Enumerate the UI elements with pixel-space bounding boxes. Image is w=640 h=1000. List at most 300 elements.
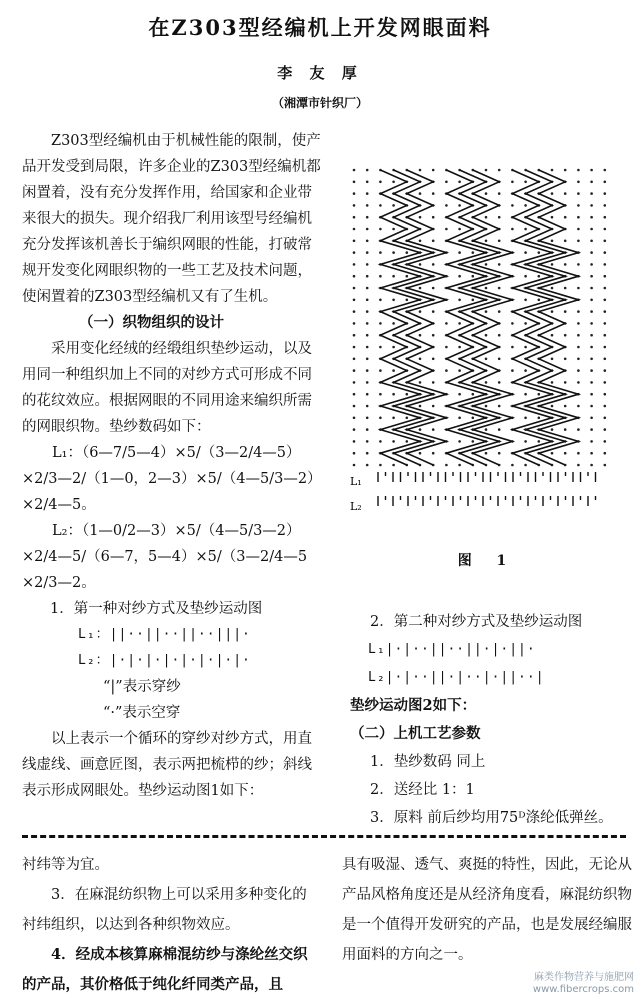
point-paper-dot: [577, 181, 580, 184]
point-paper-dot: [432, 381, 435, 384]
point-paper-dot: [353, 192, 356, 195]
point-paper-dot: [564, 334, 567, 337]
point-paper-dot: [379, 440, 382, 443]
point-paper-dot: [353, 334, 356, 337]
point-paper-dot: [406, 275, 409, 278]
point-paper-dot: [458, 181, 461, 184]
point-paper-dot: [590, 216, 593, 219]
point-paper-dot: [564, 263, 567, 266]
point-paper-dot: [604, 204, 607, 207]
author-affiliation: （湘潭市针织厂）: [271, 96, 368, 110]
list-item-3: 3．在麻混纺织物上可以采用多种变化的衬纬组织，以达到各种织物效应。: [22, 887, 307, 933]
point-paper-dot: [604, 334, 607, 337]
point-paper-dot: [379, 204, 382, 207]
point-paper-dot: [353, 369, 356, 372]
bottom-right-column: [342, 850, 632, 970]
point-paper-dot: [458, 275, 461, 278]
point-paper-dot: [604, 452, 607, 455]
point-paper-dot: [353, 228, 356, 231]
point-paper-dot: [392, 369, 395, 372]
point-paper-dot: [366, 263, 369, 266]
point-paper-dot: [366, 251, 369, 254]
figure2-intro: 垫纱运动图2如下：: [350, 697, 477, 714]
list-item-threading-2: 2．第二种对纱方式及垫纱运动图: [370, 614, 583, 630]
point-paper-dot: [498, 169, 501, 172]
point-paper-dot: [366, 322, 369, 325]
point-paper-dot: [379, 417, 382, 420]
point-paper-dot: [524, 346, 527, 349]
point-paper-dot: [353, 417, 356, 420]
lapping-diagram: [348, 150, 626, 530]
point-paper-dot: [590, 393, 593, 396]
figure-bar-label: L₁: [350, 475, 362, 488]
point-paper-dot: [577, 464, 580, 467]
point-paper-dot: [366, 369, 369, 372]
param-lapping-code: 1．垫纱数码 同上: [370, 754, 486, 770]
point-paper-dot: [432, 216, 435, 219]
point-paper-dot: [392, 299, 395, 302]
point-paper-dot: [524, 369, 527, 372]
point-paper-dot: [353, 263, 356, 266]
point-paper-dot: [498, 287, 501, 290]
point-paper-dot: [564, 358, 567, 361]
point-paper-dot: [604, 228, 607, 231]
point-paper-dot: [511, 369, 514, 372]
point-paper-dot: [445, 204, 448, 207]
point-paper-dot: [432, 263, 435, 266]
point-paper-dot: [485, 192, 488, 195]
point-paper-dot: [419, 310, 422, 313]
point-paper-dot: [590, 381, 593, 384]
point-paper-dot: [379, 346, 382, 349]
point-paper-dot: [538, 299, 541, 302]
point-paper-dot: [472, 440, 475, 443]
point-paper-dot: [485, 310, 488, 313]
point-paper-dot: [458, 417, 461, 420]
point-paper-dot: [590, 310, 593, 313]
point-paper-dot: [524, 275, 527, 278]
point-paper-dot: [577, 263, 580, 266]
point-paper-dot: [458, 204, 461, 207]
point-paper-dot: [564, 287, 567, 290]
point-paper-dot: [353, 405, 356, 408]
point-paper-dot: [511, 204, 514, 207]
point-paper-dot: [604, 169, 607, 172]
point-paper-dot: [353, 310, 356, 313]
point-paper-dot: [392, 393, 395, 396]
point-paper-dot: [392, 228, 395, 231]
point-paper-dot: [353, 381, 356, 384]
point-paper-dot: [419, 263, 422, 266]
point-paper-dot: [577, 346, 580, 349]
point-paper-dot: [604, 381, 607, 384]
point-paper-dot: [458, 228, 461, 231]
point-paper-dot: [551, 192, 554, 195]
point-paper-dot: [419, 287, 422, 290]
point-paper-dot: [392, 251, 395, 254]
point-paper-dot: [485, 428, 488, 431]
point-paper-dot: [366, 405, 369, 408]
point-paper-dot: [498, 381, 501, 384]
point-paper-dot: [366, 310, 369, 313]
point-paper-dot: [485, 452, 488, 455]
point-paper-dot: [564, 192, 567, 195]
left-column: [22, 128, 322, 804]
point-paper-dot: [419, 428, 422, 431]
point-paper-dot: [590, 204, 593, 207]
point-paper-dot: [379, 275, 382, 278]
point-paper-dot: [577, 192, 580, 195]
point-paper-dot: [590, 452, 593, 455]
threading-notation-l2: L₂：|·|·|·|·|·|·|·|·: [78, 653, 251, 668]
point-paper-dot: [498, 310, 501, 313]
point-paper-dot: [445, 181, 448, 184]
point-paper-dot: [432, 405, 435, 408]
point-paper-dot: [366, 381, 369, 384]
point-paper-dot: [590, 263, 593, 266]
point-paper-dot: [379, 464, 382, 467]
point-paper-dot: [590, 181, 593, 184]
point-paper-dot: [406, 417, 409, 420]
point-paper-dot: [419, 405, 422, 408]
point-paper-dot: [458, 369, 461, 372]
conclusion-paragraph: 具有吸湿、透气、爽挺的特性，因此，无论从产品风格角度还是从经济角度看，麻混纺织物是一个值得开发研究的产品，也是发展经编服用面料的方向之一。: [342, 857, 632, 963]
point-paper-dot: [498, 216, 501, 219]
point-paper-dot: [604, 440, 607, 443]
point-paper-dot: [538, 251, 541, 254]
point-paper-dot: [366, 275, 369, 278]
point-paper-dot: [366, 358, 369, 361]
point-paper-dot: [419, 192, 422, 195]
point-paper-dot: [432, 334, 435, 337]
point-paper-dot: [604, 417, 607, 420]
point-paper-dot: [406, 251, 409, 254]
point-paper-dot: [366, 417, 369, 420]
point-paper-dot: [564, 310, 567, 313]
point-paper-dot: [577, 240, 580, 243]
point-paper-dot: [406, 440, 409, 443]
point-paper-dot: [366, 192, 369, 195]
point-paper-dot: [564, 405, 567, 408]
point-paper-dot: [577, 287, 580, 290]
point-paper-dot: [604, 428, 607, 431]
formula-l1-line1: L₁：（6—7/5—4）×5/（3—2/4—5）: [52, 445, 301, 461]
point-paper-dot: [366, 287, 369, 290]
point-paper-dot: [604, 369, 607, 372]
point-paper-dot: [498, 334, 501, 337]
point-paper-dot: [419, 240, 422, 243]
point-paper-dot: [498, 428, 501, 431]
point-paper-dot: [353, 251, 356, 254]
point-paper-dot: [511, 181, 514, 184]
point-paper-dot: [590, 440, 593, 443]
figure-bar-label: L₂: [350, 500, 362, 513]
point-paper-dot: [353, 299, 356, 302]
point-paper-dot: [458, 346, 461, 349]
point-paper-dot: [485, 358, 488, 361]
point-paper-dot: [485, 334, 488, 337]
point-paper-dot: [392, 440, 395, 443]
point-paper-dot: [472, 251, 475, 254]
point-paper-dot: [551, 452, 554, 455]
point-paper-dot: [590, 287, 593, 290]
author-name: 李 友 厚: [277, 64, 363, 82]
point-paper-dot: [353, 322, 356, 325]
point-paper-dot: [524, 204, 527, 207]
point-paper-dot: [353, 440, 356, 443]
point-paper-dot: [406, 393, 409, 396]
watermark-line-1: 麻类作物营养与施肥网: [534, 972, 634, 983]
point-paper-dot: [445, 464, 448, 467]
point-paper-dot: [432, 287, 435, 290]
point-paper-dot: [366, 346, 369, 349]
point-paper-dot: [458, 299, 461, 302]
point-paper-dot: [577, 310, 580, 313]
point-paper-dot: [498, 263, 501, 266]
list-item-4: 4．经成本核算麻棉混纺纱与涤纶丝交织的产品，其价格低于纯化纤同类产品，且: [22, 946, 308, 993]
point-paper-dot: [392, 322, 395, 325]
point-paper-dot: [551, 169, 554, 172]
point-paper-dot: [498, 240, 501, 243]
point-paper-dot: [590, 417, 593, 420]
point-paper-dot: [353, 346, 356, 349]
point-paper-dot: [604, 181, 607, 184]
point-paper-dot: [472, 393, 475, 396]
point-paper-dot: [392, 181, 395, 184]
point-paper-dot: [590, 251, 593, 254]
point-paper-dot: [485, 381, 488, 384]
point-paper-dot: [366, 169, 369, 172]
point-paper-dot: [353, 275, 356, 278]
point-paper-dot: [458, 440, 461, 443]
point-paper-dot: [432, 169, 435, 172]
point-paper-dot: [445, 346, 448, 349]
point-paper-dot: [406, 299, 409, 302]
point-paper-dot: [353, 452, 356, 455]
point-paper-dot: [379, 322, 382, 325]
point-paper-dot: [366, 299, 369, 302]
point-paper-dot: [604, 263, 607, 266]
watermark-line-2: www.fibercrops.com: [532, 984, 634, 995]
threading-explanation-paragraph: 以上表示一个循环的穿纱对纱方式，用直线虚线、画意匠图，表示两把梳栉的纱；斜线表示形成网眼处。垫纱运动图1如下：: [22, 731, 312, 799]
point-paper-dot: [366, 228, 369, 231]
point-paper-dot: [564, 216, 567, 219]
formula-l1-line2: ×2/3—2/（1—0，2—3）×5/（4—5/3—2）: [22, 471, 322, 487]
point-paper-dot: [498, 405, 501, 408]
point-paper-dot: [524, 322, 527, 325]
point-paper-dot: [538, 440, 541, 443]
point-paper-dot: [590, 275, 593, 278]
point-paper-dot: [590, 169, 593, 172]
point-paper-dot: [366, 428, 369, 431]
point-paper-dot: [472, 299, 475, 302]
point-paper-dot: [485, 405, 488, 408]
param-let-off-ratio: 2．送经比 1：1: [370, 782, 475, 798]
point-paper-dot: [604, 251, 607, 254]
point-paper-dot: [445, 322, 448, 325]
point-paper-dot: [366, 393, 369, 396]
point-paper-dot: [392, 346, 395, 349]
point-paper-dot: [524, 417, 527, 420]
point-paper-dot: [419, 216, 422, 219]
point-paper-dot: [538, 417, 541, 420]
point-paper-dot: [551, 216, 554, 219]
point-paper-dot: [485, 169, 488, 172]
point-paper-dot: [419, 334, 422, 337]
point-paper-dot: [590, 346, 593, 349]
point-paper-dot: [366, 452, 369, 455]
point-paper-dot: [577, 369, 580, 372]
point-paper-dot: [577, 228, 580, 231]
point-paper-dot: [577, 428, 580, 431]
point-paper-dot: [524, 464, 527, 467]
point-paper-dot: [353, 181, 356, 184]
point-paper-dot: [604, 393, 607, 396]
point-paper-dot: [379, 369, 382, 372]
point-paper-dot: [551, 428, 554, 431]
point-paper-dot: [445, 228, 448, 231]
point-paper-dot: [353, 240, 356, 243]
point-paper-dot: [366, 204, 369, 207]
point-paper-dot: [485, 240, 488, 243]
point-paper-dot: [590, 228, 593, 231]
right-column: [350, 608, 626, 832]
point-paper-dot: [604, 405, 607, 408]
point-paper-dot: [577, 322, 580, 325]
point-paper-dot: [604, 358, 607, 361]
section-heading-fabric-design: （一）织物组织的设计: [79, 314, 224, 331]
bottom-left-column: [22, 850, 312, 1000]
point-paper-dot: [353, 393, 356, 396]
point-paper-dot: [590, 369, 593, 372]
point-paper-dot: [472, 417, 475, 420]
point-paper-dot: [445, 369, 448, 372]
point-paper-dot: [604, 310, 607, 313]
point-paper-dot: [577, 381, 580, 384]
point-paper-dot: [524, 251, 527, 254]
point-paper-dot: [551, 381, 554, 384]
section1-paragraph: 采用变化经绒的经缎组织垫纱运动，以及用同一种组织加上不同的对纱方式可形成不同的花纹效应。根据网眼的不同用途来编织所需的网眼织物。垫纱数码如下：: [22, 341, 312, 435]
point-paper-dot: [564, 452, 567, 455]
legend-empty: “·”表示空穿: [103, 705, 181, 721]
threading-notation-l1: L₁：||··||··||··|||·: [78, 627, 251, 642]
article-title: 在Z303型经编机上开发网眼面料: [148, 15, 492, 40]
point-paper-dot: [577, 169, 580, 172]
point-paper-dot: [485, 263, 488, 266]
point-paper-dot: [577, 216, 580, 219]
point-paper-dot: [590, 464, 593, 467]
threading2-notation-l2: L₂|·|··||·|··|·||··|: [368, 670, 545, 685]
lapping-diagram-figure: [348, 150, 626, 530]
point-paper-dot: [551, 287, 554, 290]
point-paper-dot: [353, 428, 356, 431]
point-paper-dot: [604, 322, 607, 325]
point-paper-dot: [498, 192, 501, 195]
point-paper-dot: [564, 240, 567, 243]
point-paper-dot: [590, 240, 593, 243]
point-paper-dot: [379, 393, 382, 396]
point-paper-dot: [432, 452, 435, 455]
point-paper-dot: [524, 393, 527, 396]
point-paper-dot: [379, 251, 382, 254]
point-paper-dot: [551, 310, 554, 313]
point-paper-dot: [353, 358, 356, 361]
point-paper-dot: [590, 299, 593, 302]
threading2-notation-l1: L₁|·|··||··||·|·||·: [368, 642, 536, 657]
point-paper-dot: [551, 263, 554, 266]
site-watermark: [533, 972, 634, 996]
point-paper-dot: [366, 181, 369, 184]
point-paper-dot: [432, 310, 435, 313]
point-paper-dot: [458, 251, 461, 254]
point-paper-dot: [432, 358, 435, 361]
point-paper-dot: [458, 322, 461, 325]
point-paper-dot: [485, 216, 488, 219]
point-paper-dot: [590, 405, 593, 408]
formula-l2-line2: ×2/4—5/（6—7，5—4）×5/（3—2/4—5: [22, 549, 308, 565]
point-paper-dot: [432, 428, 435, 431]
point-paper-dot: [379, 228, 382, 231]
point-paper-dot: [604, 275, 607, 278]
point-paper-dot: [590, 428, 593, 431]
point-paper-dot: [590, 322, 593, 325]
point-paper-dot: [366, 464, 369, 467]
point-paper-dot: [604, 464, 607, 467]
point-paper-dot: [524, 299, 527, 302]
formula-l2-line1: L₂：（1—0/2—3）×5/（4—5/3—2）: [52, 523, 301, 539]
point-paper-dot: [485, 287, 488, 290]
point-paper-dot: [604, 299, 607, 302]
point-paper-dot: [590, 358, 593, 361]
continued-text: 衬纬等为宜。: [22, 857, 109, 873]
section-heading-machine-params: （二）上机工艺参数: [350, 725, 481, 742]
point-paper-dot: [551, 240, 554, 243]
point-paper-dot: [538, 275, 541, 278]
point-paper-dot: [511, 322, 514, 325]
point-paper-dot: [366, 440, 369, 443]
point-paper-dot: [577, 334, 580, 337]
list-item-threading-1: 1．第一种对纱方式及垫纱运动图: [50, 601, 263, 617]
point-paper-dot: [392, 204, 395, 207]
point-paper-dot: [564, 381, 567, 384]
point-paper-dot: [577, 358, 580, 361]
point-paper-dot: [551, 405, 554, 408]
point-paper-dot: [511, 228, 514, 231]
point-paper-dot: [604, 287, 607, 290]
point-paper-dot: [353, 287, 356, 290]
legend-threaded: “|”表示穿纱: [103, 679, 181, 695]
point-paper-dot: [577, 405, 580, 408]
point-paper-dot: [458, 393, 461, 396]
point-paper-dot: [432, 240, 435, 243]
point-paper-dot: [432, 192, 435, 195]
point-paper-dot: [604, 240, 607, 243]
point-paper-dot: [498, 358, 501, 361]
point-paper-dot: [564, 428, 567, 431]
point-paper-dot: [604, 216, 607, 219]
point-paper-dot: [366, 240, 369, 243]
point-paper-dot: [564, 169, 567, 172]
point-paper-dot: [577, 204, 580, 207]
point-paper-dot: [419, 452, 422, 455]
point-paper-dot: [590, 192, 593, 195]
formula-l2-line3: ×2/3—2。: [22, 575, 96, 591]
point-paper-dot: [353, 169, 356, 172]
point-paper-dot: [538, 393, 541, 396]
point-paper-dot: [392, 417, 395, 420]
point-paper-dot: [604, 346, 607, 349]
point-paper-dot: [472, 275, 475, 278]
